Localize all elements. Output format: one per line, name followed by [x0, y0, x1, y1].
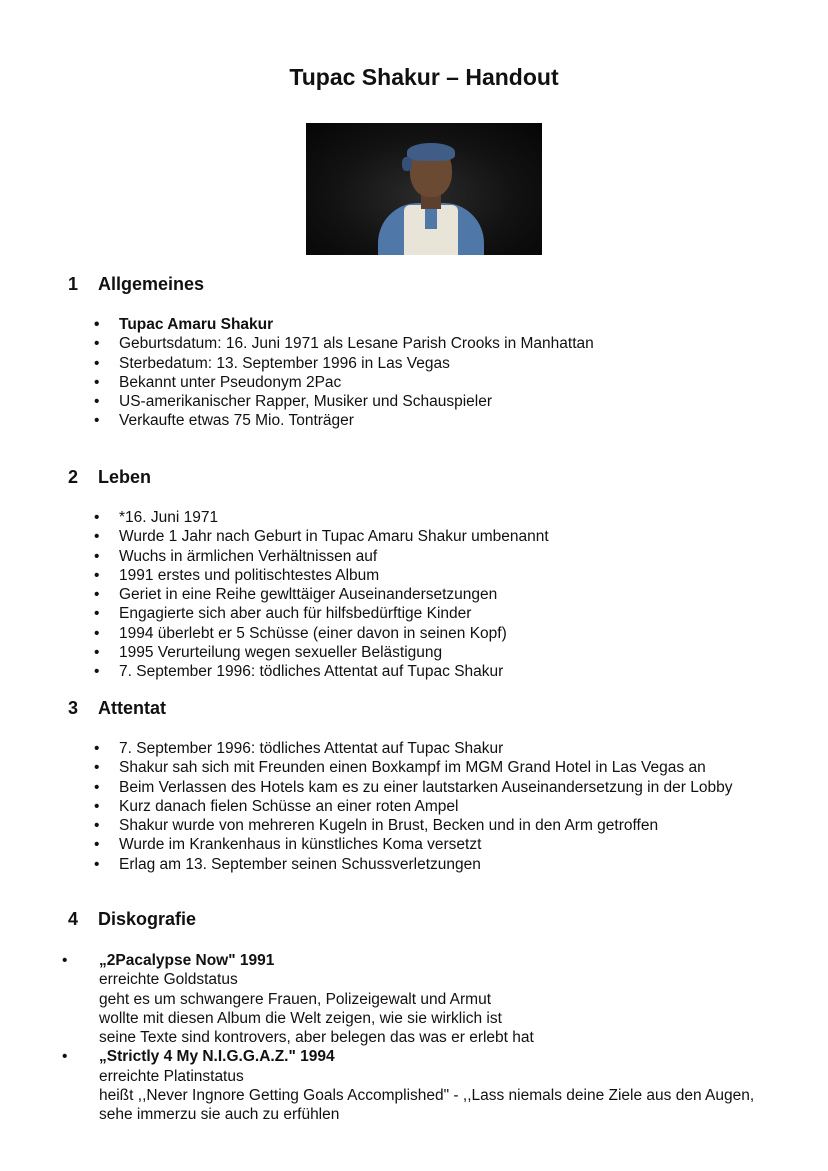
list-item: • Engagierte sich aber auch für hilfsbedürftige Kinder — [94, 604, 774, 623]
album-line: erreichte Platinstatus — [99, 1067, 244, 1085]
list-item: • Sterbedatum: 13. September 1996 in Las Vegas — [94, 354, 774, 373]
album-line: seine Texte sind kontrovers, aber belegen das was er erlebt hat — [99, 1029, 534, 1047]
album-item — [62, 1047, 762, 1124]
list-item: • US-amerikanischer Rapper, Musiker und Schauspieler — [94, 392, 774, 411]
list-allgemeines — [94, 315, 774, 431]
list-item: • Bekannt unter Pseudonym 2Pac — [94, 373, 774, 392]
list-item: • Verkaufte etwas 75 Mio. Tonträger — [94, 411, 774, 430]
list-item: • *16. Juni 1971 — [94, 508, 774, 527]
list-item: • 1994 überlebt er 5 Schüsse (einer davon in seinen Kopf) — [94, 624, 774, 643]
album-line: geht es um schwangere Frauen, Polizeigewalt und Armut — [99, 990, 492, 1008]
album-title: • „Strictly 4 My N.I.G.G.A.Z." 1994 — [99, 1048, 335, 1066]
list-item: • Erlag am 13. September seinen Schussverletzungen — [94, 855, 764, 874]
list-item: • Geriet in eine Reihe gewlttäiger Auseinandersetzungen — [94, 585, 774, 604]
album-line: erreichte Goldstatus — [99, 971, 238, 989]
section-heading-allgemeines: 1 Allgemeines — [68, 274, 205, 294]
section-heading-diskografie: 4 Diskografie — [68, 909, 197, 929]
list-item: • Kurz danach fielen Schüsse an einer roten Ampel — [94, 797, 764, 816]
list-item: • Wurde 1 Jahr nach Geburt in Tupac Amaru Shakur umbenannt — [94, 527, 774, 546]
list-item: • Wurde im Krankenhaus in künstliches Koma versetzt — [94, 835, 764, 854]
list-item: • Wuchs in ärmlichen Verhältnissen auf — [94, 547, 774, 566]
list-item: • 1991 erstes und politischtestes Album — [94, 566, 774, 585]
list-item: • Shakur wurde von mehreren Kugeln in Brust, Becken und in den Arm getroffen — [94, 816, 764, 835]
list-item: • Shakur sah sich mit Freunden einen Boxkampf im MGM Grand Hotel in Las Vegas an — [94, 758, 764, 777]
album-item — [62, 951, 762, 1047]
list-attentat — [94, 739, 764, 874]
section-heading-attentat: 3 Attentat — [68, 698, 166, 718]
list-item: • 7. September 1996: tödliches Attentat auf Tupac Shakur — [94, 739, 764, 758]
section-heading-leben: 2 Leben — [68, 467, 152, 487]
list-item: • Geburtsdatum: 16. Juni 1971 als Lesane Parish Crooks in Manhattan — [94, 334, 774, 353]
list-item: • 1995 Verurteilung wegen sexueller Belästigung — [94, 643, 774, 662]
album-line: wollte mit diesen Album die Welt zeigen, wie sie wirklich ist — [99, 1009, 502, 1027]
portrait-photo — [306, 123, 542, 255]
list-item: • Beim Verlassen des Hotels kam es zu einer lautstarken Auseinandersetzung in der Lobby — [94, 778, 739, 797]
album-line: heißt ,,Never Ingnore Getting Goals Accomplished" - ,,Lass niemals deine Ziele aus den Augen, sehe immerzu sie auch zu erfühlen — [99, 1087, 755, 1124]
album-title: • „2Pacalypse Now" 1991 — [99, 952, 275, 969]
list-item: • 7. September 1996: tödliches Attentat auf Tupac Shakur — [94, 662, 774, 681]
list-item: • Tupac Amaru Shakur — [94, 315, 774, 334]
page-title: Tupac Shakur – Handout — [289, 64, 559, 90]
list-leben — [94, 508, 774, 682]
list-diskografie — [62, 951, 762, 1125]
